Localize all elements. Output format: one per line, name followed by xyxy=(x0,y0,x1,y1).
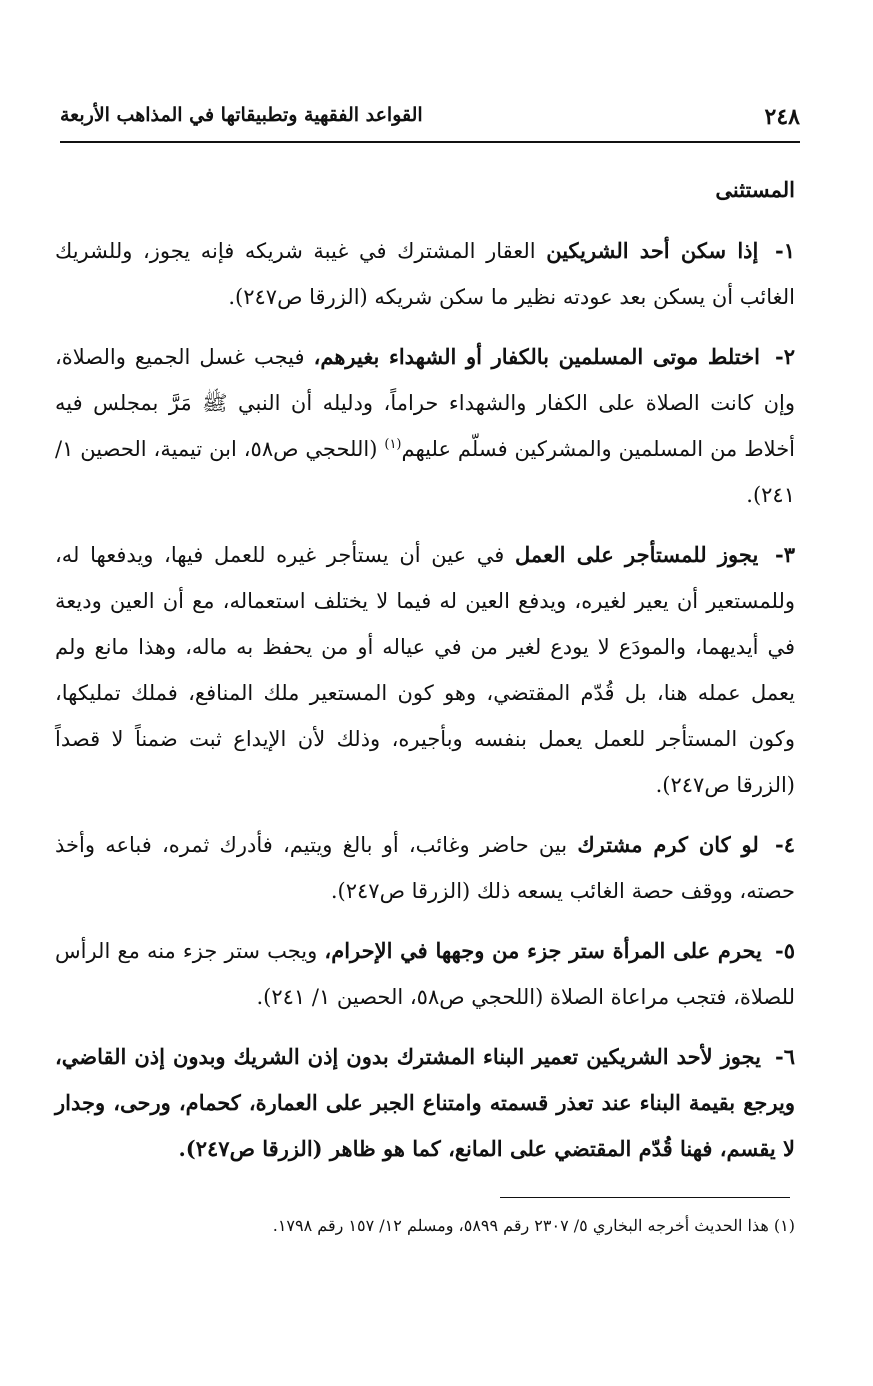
header-rule xyxy=(60,141,800,143)
page-number: ٢٤٨ xyxy=(764,104,800,130)
page-body xyxy=(55,170,795,1186)
item-lead: اختلط موتى المسلمين بالكفار أو الشهداء بغيرهم، xyxy=(313,344,760,369)
item-lead: يحرم على المرأة ستر جزء من وجهها في الإحرام، xyxy=(324,938,762,963)
footnote-reference[interactable]: (١) xyxy=(384,437,402,452)
item-number: ٤- xyxy=(775,832,795,857)
page-header xyxy=(60,100,800,140)
item-lead: يجوز للمستأجر على العمل xyxy=(515,542,759,567)
item-number: ٥- xyxy=(775,938,795,963)
section-heading: المستثنى xyxy=(715,177,795,202)
item-lead: يجوز لأحد الشريكين تعمير البناء المشترك بدون إذن الشريك وبدون إذن القاضي، ويرجع بقيمة البناء عند تعذر قسمته وامتناع الجبر على العمارة، كحمام، ورحى، وجدار لا يقسم، فهنا قُدّم المقتضي على المانع، كما هو ظاهر (الزرقا ص٢٤٧). xyxy=(55,1044,795,1161)
item-number: ٢- xyxy=(774,344,795,369)
item-text: ويجب ستر جزء منه مع الرأس للصلاة، فتجب مراعاة الصلاة (اللحجي ص٥٨، الحصين ١/ ٢٤١). xyxy=(55,939,795,1009)
item-number: ٣- xyxy=(774,542,795,567)
footnote: (١) هذا الحديث أخرجه البخاري ٥/ ٢٣٠٧ رقم ٥٨٩٩، ومسلم ١٢/ ١٥٧ رقم ١٧٩٨. xyxy=(272,1216,795,1235)
footnote-rule xyxy=(500,1197,790,1198)
item-text: فيجب غسل الجميع والصلاة، وإن كانت الصلاة على الكفار والشهداء حراماً، ودليله أن النبي ﷺ مَرَّ بمجلس فيه أخلاط من المسلمين والمشركين فسلّم عليهم xyxy=(55,345,796,461)
item-3 xyxy=(55,532,795,808)
item-lead: إذا سكن أحد الشريكين xyxy=(546,238,759,263)
item-2 xyxy=(55,334,795,518)
item-text-after: (اللحجي ص٥٨، ابن تيمية، الحصين ١/ ٢٤١). xyxy=(55,437,795,507)
running-title: القواعد الفقهية وتطبيقاتها في المذاهب الأربعة xyxy=(60,104,423,126)
item-6 xyxy=(55,1034,795,1172)
item-text: في عين أن يستأجر غيره للعمل فيها، ويدفعها له، وللمستعير أن يعير لغيره، ويدفع العين له فيما لا يختلف استعماله، مع أن العين وديعة في أيديهما، والمودَع لا يودع لغير من في عياله أو من يحفظ به ماله، وهذا مانع ولم يعمل عمله هنا، بل قُدّم المقتضي، وهو كون المستعير ملك المنافع، فملك تمليكها، وكون المستأجر للعمل يعمل بنفسه وبأجيره، وذلك لأن الإيداع ثبت ضمناً لا قصداً (الزرقا ص٢٤٧). xyxy=(55,543,795,797)
item-lead: لو كان كرم مشترك xyxy=(577,832,759,857)
item-4 xyxy=(55,822,795,914)
item-number: ١- xyxy=(774,238,795,263)
item-number: ٦- xyxy=(775,1044,796,1069)
item-text: العقار المشترك في غيبة شريكه فإنه يجوز، وللشريك الغائب أن يسكن بعد عودته نظير ما سكن شريكه (الزرقا ص٢٤٧). xyxy=(55,239,795,309)
item-1 xyxy=(55,228,795,320)
item-text: بين حاضر وغائب، أو بالغ ويتيم، فأدرك ثمره، فباعه وأخذ حصته، ووقف حصة الغائب يسعه ذلك (الزرقا ص٢٤٧). xyxy=(55,833,795,903)
item-5 xyxy=(55,928,795,1020)
